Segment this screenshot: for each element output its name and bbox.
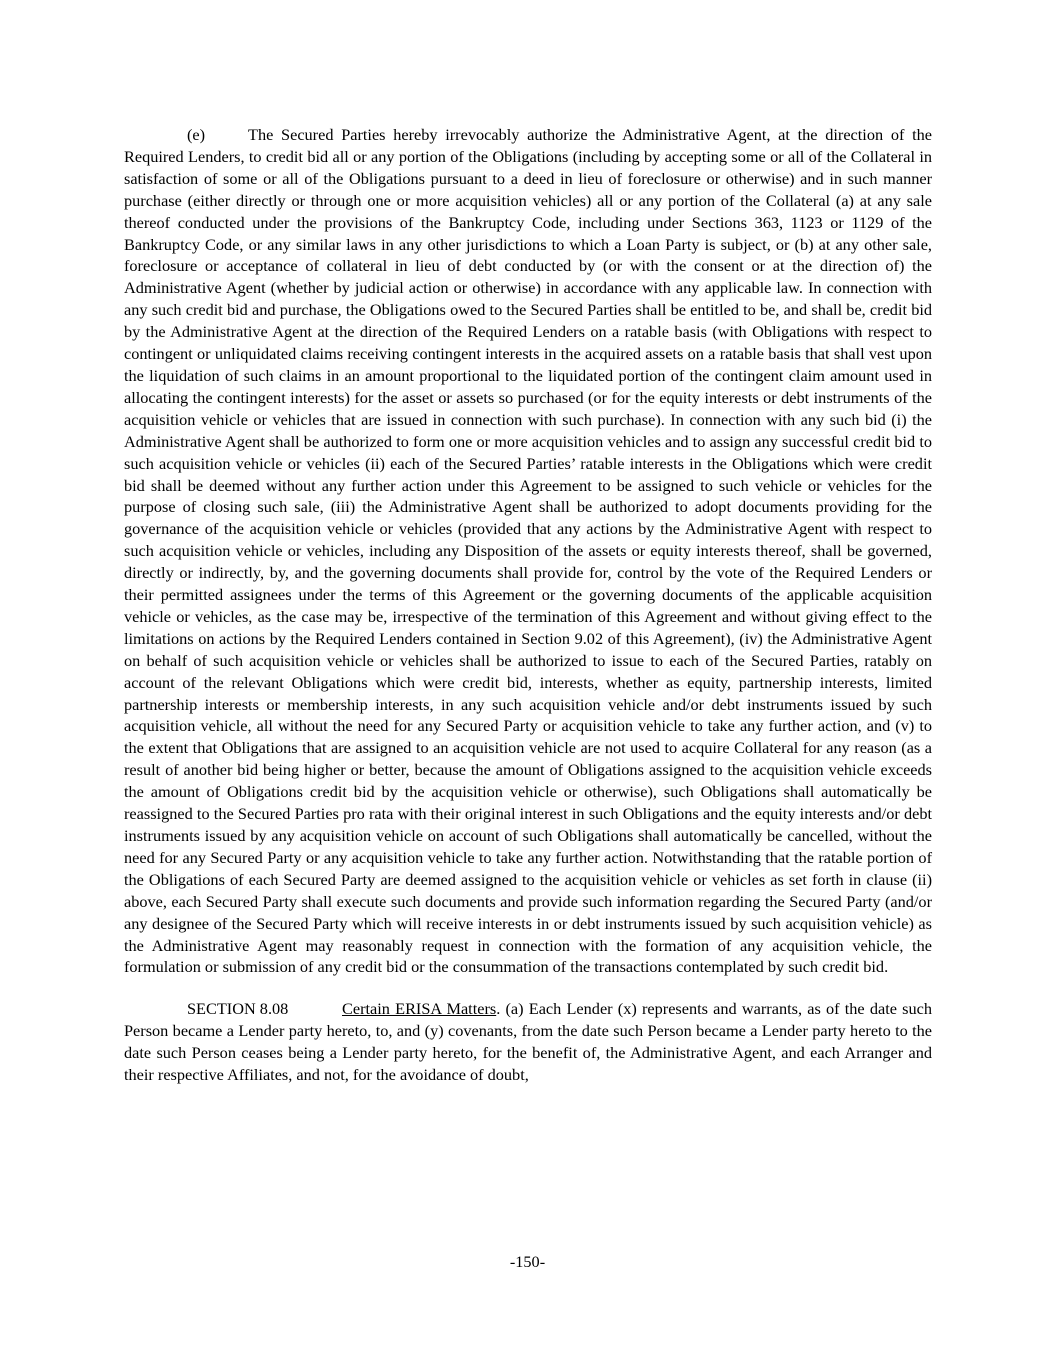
paragraph-text: . (a) Each Lender (x) represents and warrants, as of the date such Person became a Lender party hereto, to, and (y) covenants, from the date such Person became a Lender party hereto to the date such Person ceases being a Lender party hereto, for the benefit of, the Administrative Agent, and each Arranger and their respective Affiliates, and not, for the avoidance of doubt, <box>124 999 932 1085</box>
document-body <box>124 124 932 1086</box>
paragraph-text: The Secured Parties hereby irrevocably authorize the Administrative Agent, at the direction of the Required Lenders, to credit bid all or any portion of the Obligations (including by accepting some or all of the Collateral in satisfaction of some or all of the Obligations pursuant to a deed in lieu of foreclosure or otherwise) and in such manner purchase (either directly or through one or more acquisition vehicles) all or any portion of the Collateral (a) at any sale thereof conducted under the provisions of the Bankruptcy Code, including under Sections 363, 1123 or 1129 of the Bankruptcy Code, or any similar laws in any other jurisdictions to which a Loan Party is subject, or (b) at any other sale, foreclosure or acceptance of collateral in lieu of debt conducted by (or with the consent or at the direction of) the Administrative Agent (whether by judicial action or otherwise) in accordance with any applicable law. In connection with any such credit bid and purchase, the Obligations owed to the Secured Parties shall be entitled to be, and shall be, credit bid by the Administrative Agent at the direction of the Required Lenders on a ratable basis (with Obligations with respect to contingent or unliquidated claims receiving contingent interests in the acquired assets on a ratable basis that shall vest upon the liquidation of such claims in an amount proportional to the liquidated portion of the contingent claim amount used in allocating the contingent interests) for the asset or assets so purchased (or for the equity interests or debt instruments of the acquisition vehicle or vehicles that are issued in connection with such purchase). In connection with any such bid (i) the Administrative Agent shall be authorized to form one or more acquisition vehicles and to assign any successful credit bid to such acquisition vehicle or vehicles (ii) each of the Secured Parties’ ratable interests in the Obligations which were credit bid shall be deemed without any further action under this Agreement to be assigned to such vehicle or vehicles for the purpose of closing such sale, (iii) the Administrative Agent shall be authorized to adopt documents providing for the governance of the acquisition vehicle or vehicles (provided that any actions by the Administrative Agent with respect to such acquisition vehicle or vehicles, including any Disposition of the assets or equity interests thereof, shall be governed, directly or indirectly, by, and the governing documents shall provide for, control by the vote of the Required Lenders or their permitted assignees under the terms of this Agreement or the governing documents of the applicable acquisition vehicle or vehicles, as the case may be, irrespective of the termination of this Agreement and without giving effect to the limitations on actions by the Required Lenders contained in Section 9.02 of this Agreement), (iv) the Administrative Agent on behalf of such acquisition vehicle or vehicles shall be authorized to issue to each of the Secured Parties, ratably on account of the relevant Obligations which were credit bid, interests, whether as equity, partnership interests, limited partnership interests or membership interests, in any such acquisition vehicle and/or debt instruments issued by such acquisition vehicle, all without the need for any Secured Party or acquisition vehicle to take any further action, and (v) to the extent that Obligations that are assigned to an acquisition vehicle are not used to acquire Collateral for any reason (as a result of another bid being higher or better, because the amount of Obligations assigned to the acquisition vehicle exceeds the amount of Obligations credit bid by the acquisition vehicle or otherwise), such Obligations shall automatically be reassigned to the Secured Parties pro rata with their original interest in such Obligations and the equity interests and/or debt instruments issued by any acquisition vehicle on account of such Obligations shall automatically be cancelled, without the need for any Secured Party or any acquisition vehicle to take any further action. Notwithstanding that the ratable portion of the Obligations of each Secured Party are deemed assigned to the acquisition vehicle or vehicles as set forth in clause (ii) above, each Secured Party shall execute such documents and provide such information regarding the Secured Party (and/or any designee of the Secured Party which will receive interests in or debt instruments issued by such acquisition vehicle) as the Administrative Agent may reasonably request in connection with the formation of any acquisition vehicle, the formulation or submission of any credit bid or the consummation of the transactions contemplated by such credit bid. <box>124 125 932 977</box>
section-label: SECTION 8.08 <box>187 999 289 1019</box>
page-number: -150- <box>509 1252 546 1271</box>
section-8-08-paragraph <box>124 998 932 1086</box>
paragraph-e <box>124 124 932 978</box>
section-heading: Certain ERISA Matters <box>342 999 497 1019</box>
clause-label: (e) <box>187 125 206 144</box>
